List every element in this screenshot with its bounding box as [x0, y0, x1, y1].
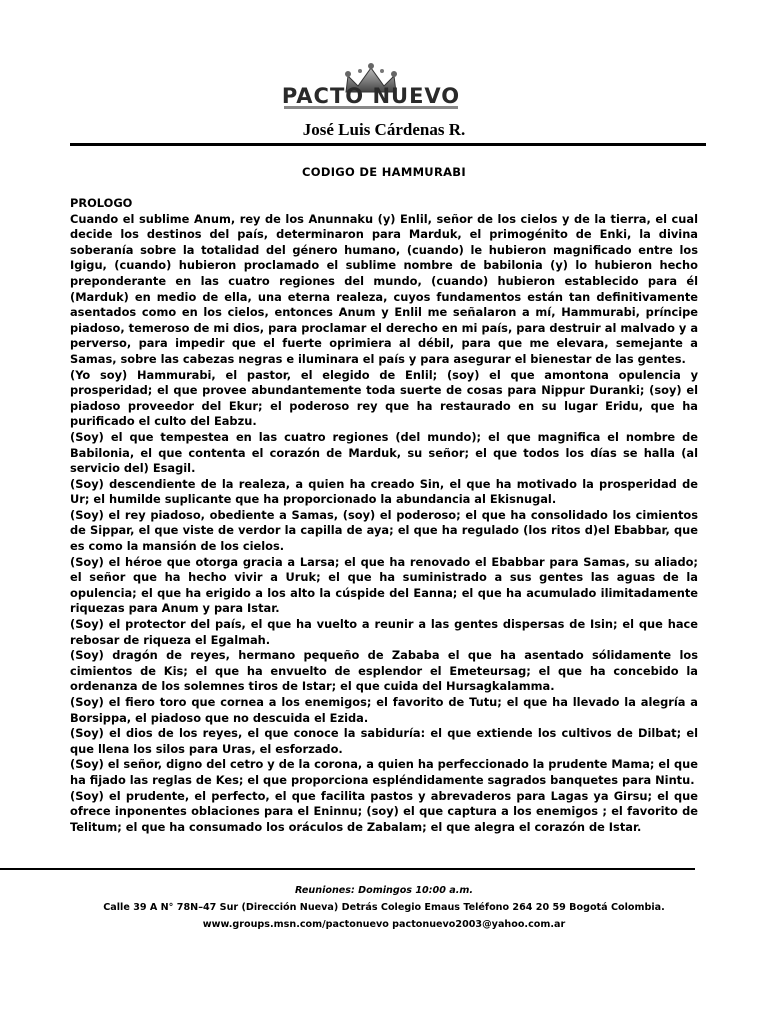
pacto-nuevo-logo: [276, 62, 466, 112]
paragraph: (Soy) dragón de reyes, hermano pequeño de Zababa el que ha asentado sólidamente los cimientos de Kis; el que ha envuelto de esplendor el Emeteursag; el que ha concebido la ordenanza de los solemnes tiros de Istar; el que cuida del Hursagkalamma.: [70, 648, 698, 694]
page-header: [0, 0, 768, 150]
paragraph: (Soy) el prudente, el perfecto, el que facilita pastos y abrevaderos para Lagas ya Girsu; el que ofrece inponentes oblaciones para el Eninnu; (soy) el que captura a los enemigos ; el favorito de Telitum; el que ha consumado los oráculos de Zabalam; el que alegra el corazón de Istar.: [70, 788, 698, 834]
logo-text: PACTO NUEVO: [281, 84, 461, 108]
paragraph: (Soy) el fiero toro que cornea a los enemigos; el favorito de Tutu; el que ha llevado la alegría a Borsippa, el piadoso que no descuida el Ezida.: [70, 695, 698, 725]
paragraph: (Soy) el rey piadoso, obediente a Samas, (soy) el poderoso; el que ha consolidado los cimientos de Sippar, el que viste de verdor la capilla de aya; el que ha regulado (los ritos d)el Ebabbar, que es como la mansión de los cielos.: [70, 507, 698, 554]
author-name: José Luis Cárdenas R.: [302, 120, 466, 139]
paragraph: Cuando el sublime Anum, rey de los Anunnaku (y) Enlil, señor de los cielos y de la tierra, el cual decide los destinos del país, determinaron para Marduk, el primogénito de Enki, la divina soberanía sobre la totalidad del género humano, (cuando) le hubieron magnificado entre los Igigu, (cuando) hubieron proclamado el sublime nombre de babilonia (y) lo hubieron hecho preponderante en las cuatro regiones del mundo, (cuando) hubieron establecido para él (Marduk) en medio de ella, una eterna realeza, cuyos fundamentos están tan definitivamente asentados como en los cielos, entonces Anum y Enlil me señalaron a mí, Hammurabi, príncipe piadoso, temeroso de mi dios, para proclamar el derecho en mi país, para destruir al malvado y a perverso, para impedir que el fuerte oprimiera al débil, para que me elevara, semejante a Samas, sobre las cabezas negras e iluminara el país y para asegurar el bienestar de las gentes.: [70, 211, 698, 366]
paragraph: (Soy) el héroe que otorga gracia a Larsa; el que ha renovado el Ebabbar para Samas, su aliado; el señor que ha hecho vivir a Uruk; el que ha suministrado a sus gentes las aguas de la opulencia; el que ha erigido a los alto la cúspide del Eanna; el que ha acumulado ilimitadamente riquezas para Anum y para Istar.: [70, 554, 698, 616]
footer-meetings: Reuniones: Domingos 10:00 a.m.: [295, 885, 473, 896]
paragraph: (Soy) el protector del país, el que ha vuelto a reunir a las gentes dispersas de Isin; el que hace rebosar de riqueza el Egalmah.: [70, 617, 698, 647]
paragraph: (Soy) el dios de los reyes, el que conoce la sabiduría: el que extiende los cultivos de Dilbat; el que llena los silos para Uras, el esforzado.: [70, 726, 698, 756]
paragraph: (Soy) el que tempestea en las cuatro regiones (del mundo); el que magnifica el nombre de Babilonia, el que contenta el corazón de Marduk, su señor; el que todos los días se halla (al servicio del) Esagil.: [70, 429, 698, 476]
section-heading: PROLOGO: [70, 196, 133, 210]
footer-divider: [0, 868, 695, 870]
document-body: [70, 196, 698, 835]
paragraph: (Soy) descendiente de la realeza, a quien ha creado Sin, el que ha motivado la prosperidad de Ur; el humilde suplicante que ha proporcionado la abundancia al Ekisnugal.: [70, 476, 698, 507]
document-title: CODIGO DE HAMMURABI: [302, 165, 466, 179]
footer-contact: www.groups.msn.com/pactonuevo pactonuevo2003@yahoo.com.ar: [202, 919, 566, 930]
paragraph: (Soy) el señor, digno del cetro y de la corona, a quien ha perfeccionado la prudente Mama; el que ha fijado las reglas de Kes; el que proporciona espléndidamente sagrados banquetes para Nintu.: [70, 757, 698, 787]
footer-address: Calle 39 A N° 78N–47 Sur (Dirección Nueva) Detrás Colegio Emaus Teléfono 264 20 59 Bogotá Colombia.: [103, 902, 665, 913]
paragraph: (Yo soy) Hammurabi, el pastor, el elegido de Enlil; (soy) el que amontona opulencia y prosperidad; el que provee abundantemente toda suerte de cosas para Nippur Duranki; (soy) el piadoso proveedor del Ekur; el poderoso rey que ha restaurado en su lugar Eridu, que ha purificado el culto del Eabzu.: [70, 367, 698, 429]
header-divider: [70, 143, 706, 146]
